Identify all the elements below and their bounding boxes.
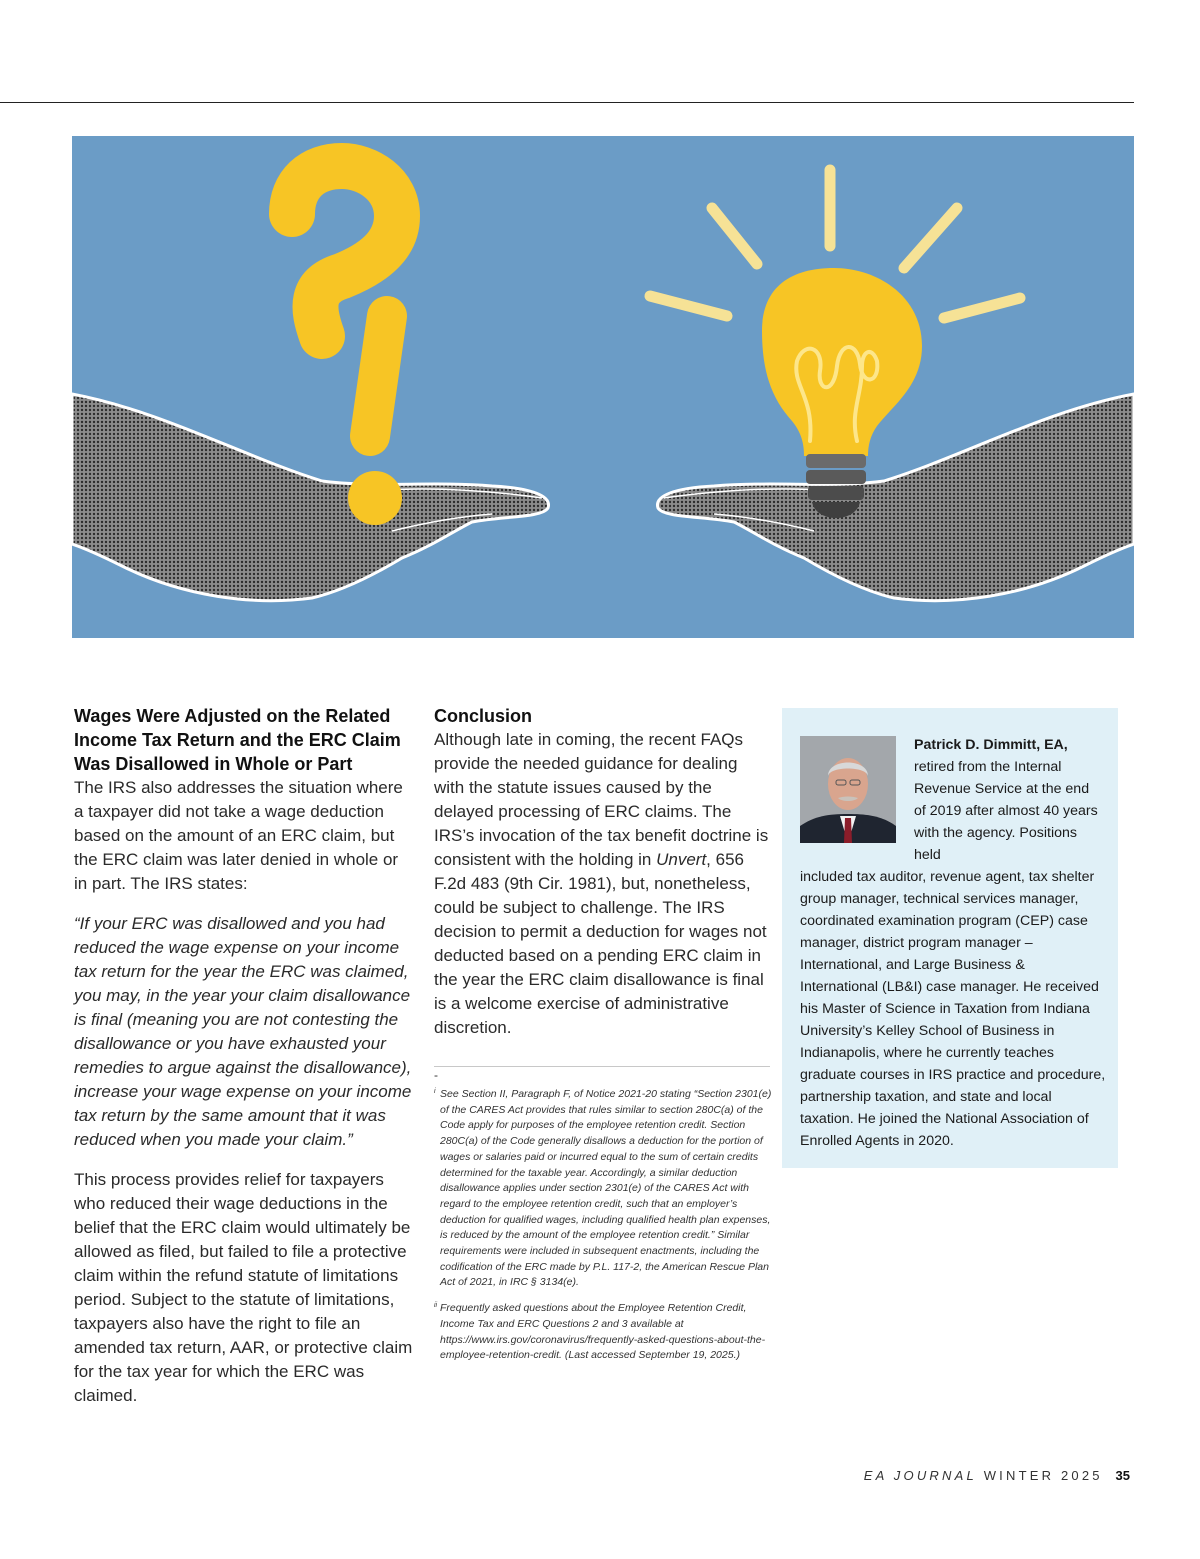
hero-svg (72, 136, 1134, 638)
left-hand (72, 394, 549, 601)
page-number: 35 (1115, 1468, 1130, 1483)
section-paragraph-2: This process provides relief for taxpayers who reduced their wage deductions in the belief that the ERC claim would ultimately be allowed as filed, but failed to file a protective claim within the refund statute of limitations period. Subject to the statute of limitations, taxpayers also have the right to file an amended tax return, AAR, or protective claim for the tax year for which the ERC was claimed. (74, 1170, 413, 1405)
conclusion-heading: Conclusion (434, 706, 532, 726)
conclusion-paragraph (434, 728, 772, 1040)
right-hand (657, 394, 1134, 601)
section-paragraph-1: The IRS also addresses the situation where a taxpayer did not take a wage deduction based on the amount of an ERC claim, but the ERC claim was later denied in whole or in part. The IRS states: (74, 778, 403, 893)
column-middle (434, 704, 772, 1364)
section-heading: Wages Were Adjusted on the Related Income Tax Return and the ERC Claim Was Disallowed in Whole or Part (74, 706, 401, 774)
footnote-2 (434, 1301, 772, 1364)
author-bio-box (782, 708, 1118, 1168)
footnote-1 (434, 1087, 772, 1291)
column-left (74, 704, 414, 1408)
top-rule (0, 102, 1134, 103)
footnote-2-text: Frequently asked questions about the Employee Retention Credit, Income Tax and ERC Questions 2 and 3 available at https://www.irs.gov/coronavirus/frequently-asked-questions-about-the-employee-retention-credit. (Last accessed September 19, 2025.) (440, 1302, 766, 1362)
author-name: Patrick D. Dimmitt, EA, (914, 737, 1068, 753)
journal-name: EA JOURNAL (863, 1468, 977, 1483)
bio-intro (914, 734, 1104, 866)
footnote-divider (434, 1066, 770, 1067)
irs-quote: “If your ERC was disallowed and you had reduced the wage expense on your income tax return for the year the ERC was claimed, you may, in the year your claim disallowance is final (meaning you are not contesting the disallowance or you have exhausted your remedies to argue against the disallowance), increase your wage expense on your income tax return by the same amount that it was reduced when you made your claim.” (74, 914, 412, 1149)
bio-intro-text: retired from the Internal Revenue Service at the end of 2019 after almost 40 years with the agency. Positions held (914, 759, 1098, 863)
question-mark-icon (292, 166, 402, 525)
bio-body: included tax auditor, revenue agent, tax shelter group manager, technical services manager, coordinated examination program (CEP) case manager, district program manager – International, and Large Business & International (LB&I) case manager. He received his Master of Science in Taxation from Indiana University’s Kelley School of Business in Indianapolis, where he currently teaches graduate courses in IRS practice and procedure, partnership taxation, and state and local taxation. He joined the National Association of Enrolled Agents in 2020. (800, 869, 1106, 1149)
author-photo (800, 736, 896, 843)
footnote-marker: - (434, 1068, 438, 1082)
footnote-1-text: See Section II, Paragraph F, of Notice 2021-20 stating “Section 2301(e) of the CARES Act provides that rules similar to section 280C(a) of the Code apply for purposes of the employee retention credit. Section 280C(a) of the Code generally disallows a deduction for the portion of wages or salaries paid or incurred equal to the sum of certain credits determined for the taxable year. Accordingly, a similar deduction disallowance applies under section 2301(e) of the CARES Act with regard to the employee retention credit, such that an employer’s deduction for qualified wages, including qualified health plan expenses, is reduced by the amount of the employee retention credit.” Similar requirements were included in subsequent enactments, including the codification of the ERC made by P.L. 117-2, the American Rescue Plan Act of 2021, in IRC § 3134(e). (440, 1088, 772, 1289)
case-name: Unvert (656, 850, 707, 869)
hero-illustration (72, 136, 1134, 638)
page-folio (864, 1468, 1130, 1483)
conclusion-text-after: , 656 F.2d 483 (9th Cir. 1981), but, nonetheless, could be subject to challenge. The IRS decision to permit a deduction for wages not deducted based on a pending ERC claim in the year the ERC claim disallowance is final is a welcome exercise of administrative discretion. (434, 850, 767, 1037)
footnote-2-mark: ii (434, 1302, 438, 1310)
conclusion-text-before: Although late in coming, the recent FAQs provide the needed guidance for dealing with the statute issues caused by the delayed processing of ERC claims. The IRS’s invocation of the tax benefit doctrine is consistent with the holding in (434, 730, 769, 869)
issue-label: WINTER 2025 (983, 1468, 1103, 1483)
footnote-1-mark: i (434, 1088, 436, 1095)
